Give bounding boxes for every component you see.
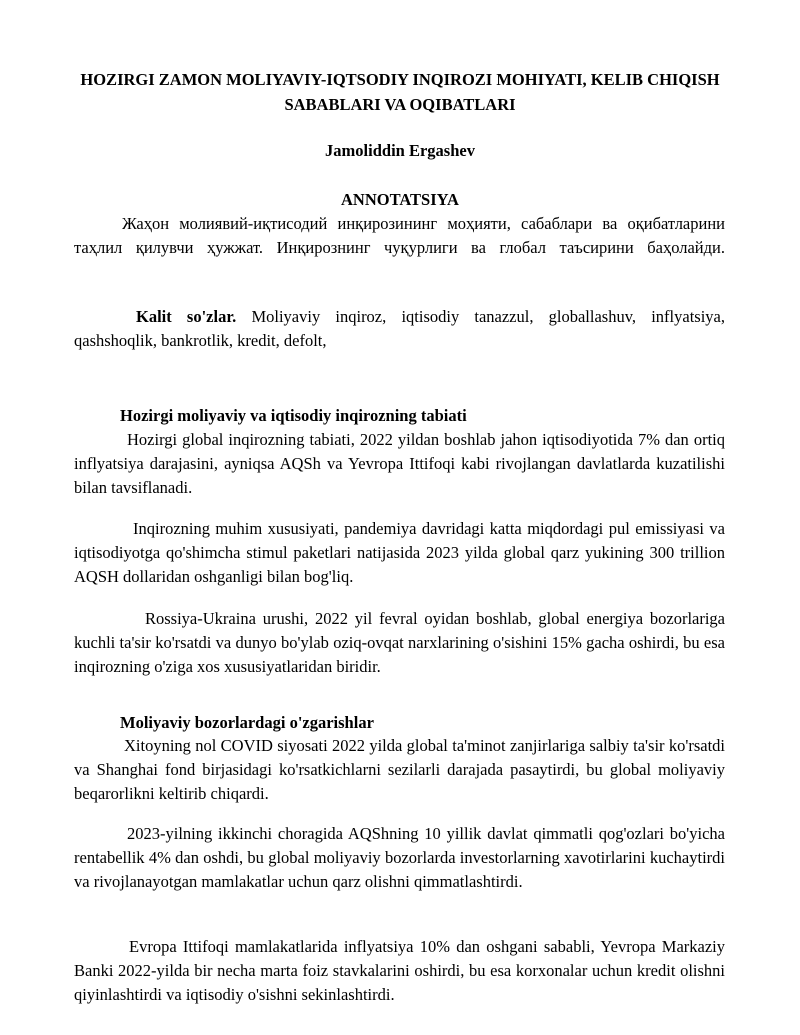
section2-paragraph-3: Evropa Ittifoqi mamlakatlarida inflyatsiya 10% dan oshgani sababli, Yevropa Markaziy Banki 2022-yilda bir necha marta foiz stavkalarini oshirdi, bu esa korxonalar uchun kredit olishni qiyinlashtirdi va iqtisodiy o'sishni sekinlashtirdi. <box>74 937 725 1004</box>
annotation-text <box>74 212 725 260</box>
section1-heading: Hozirgi moliyaviy va iqtisodiy inqirozning tabiati <box>120 406 467 425</box>
author-name: Jamoliddin Ergashev <box>325 141 475 160</box>
section2-paragraph-2: 2023-yilning ikkinchi choragida AQShning 10 yillik davlat qimmatli qog'ozlari bo'yicha rentabellik 4% dan oshdi, bu global moliyaviy bozorlarda investorlarning xavotirlarini kuchaytirdi va rivojlanayotgan mamlakatlar uchun qarz olishni qimmatlashtirdi. <box>74 824 725 891</box>
section1-paragraph-1: Hozirgi global inqirozning tabiati, 2022 yildan boshlab jahon iqtisodiyotida 7% dan ortiq inflyatsiya darajasini, ayniqsa AQSh va Yevropa Ittifoqi kabi rivojlangan davlatlarda kuzatilishi bilan tavsiflanadi. <box>74 430 725 497</box>
section2-paragraph-1: Xitoyning nol COVID siyosati 2022 yilda global ta'minot zanjirlariga salbiy ta'sir ko'rsatdi va Shanghai fond birjasidagi ko'rsatkichlarni sezilarli darajada pasaytirdi, bu global moliyaviy beqarorlikni keltirib chiqardi. <box>74 736 725 803</box>
keywords-text: Moliyaviy inqiroz, iqtisodiy tanazzul, globallashuv, inflyatsiya, qashshoqlik, bankrotlik, kredit, defolt, <box>74 307 725 350</box>
keywords-label: Kalit so'zlar. <box>136 307 237 326</box>
section1-paragraph-2: Inqirozning muhim xususiyati, pandemiya davridagi katta miqdordagi pul emissiyasi va iqtisodiyotga qo'shimcha stimul paketlari natijasida 2023 yilda global qarz yukining 300 trillion AQSH dollaridan oshganligi bilan bog'liq. <box>74 519 725 586</box>
annotation-heading: ANNOTATSIYA <box>341 190 459 209</box>
annotation-body: Жаҳон молиявий-иқтисодий инқирозининг моҳияти, сабаблари ва оқибатларини таҳлил қилувчи ҳужжат. Инқирознинг чуқурлиги ва глобал таъсирини баҳолайди. <box>74 214 725 257</box>
document-title: HOZIRGI ZAMON MOLIYAVIY-IQTSODIY INQIROZI MOHIYATI, KELIB CHIQISH SABABLARI VA OQIBATLARI <box>80 70 720 114</box>
section2-heading: Moliyaviy bozorlardagi o'zgarishlar <box>120 713 374 732</box>
section1-paragraph-3: Rossiya-Ukraina urushi, 2022 yil fevral oyidan boshlab, global energiya bozorlariga kuchli ta'sir ko'rsatdi va dunyo bo'ylab oziq-ovqat narxlarining o'sishini 15% gacha oshirdi, bu esa inqirozning o'ziga xos xususiyatlaridan biridir. <box>74 609 725 676</box>
keywords-paragraph <box>74 305 725 353</box>
